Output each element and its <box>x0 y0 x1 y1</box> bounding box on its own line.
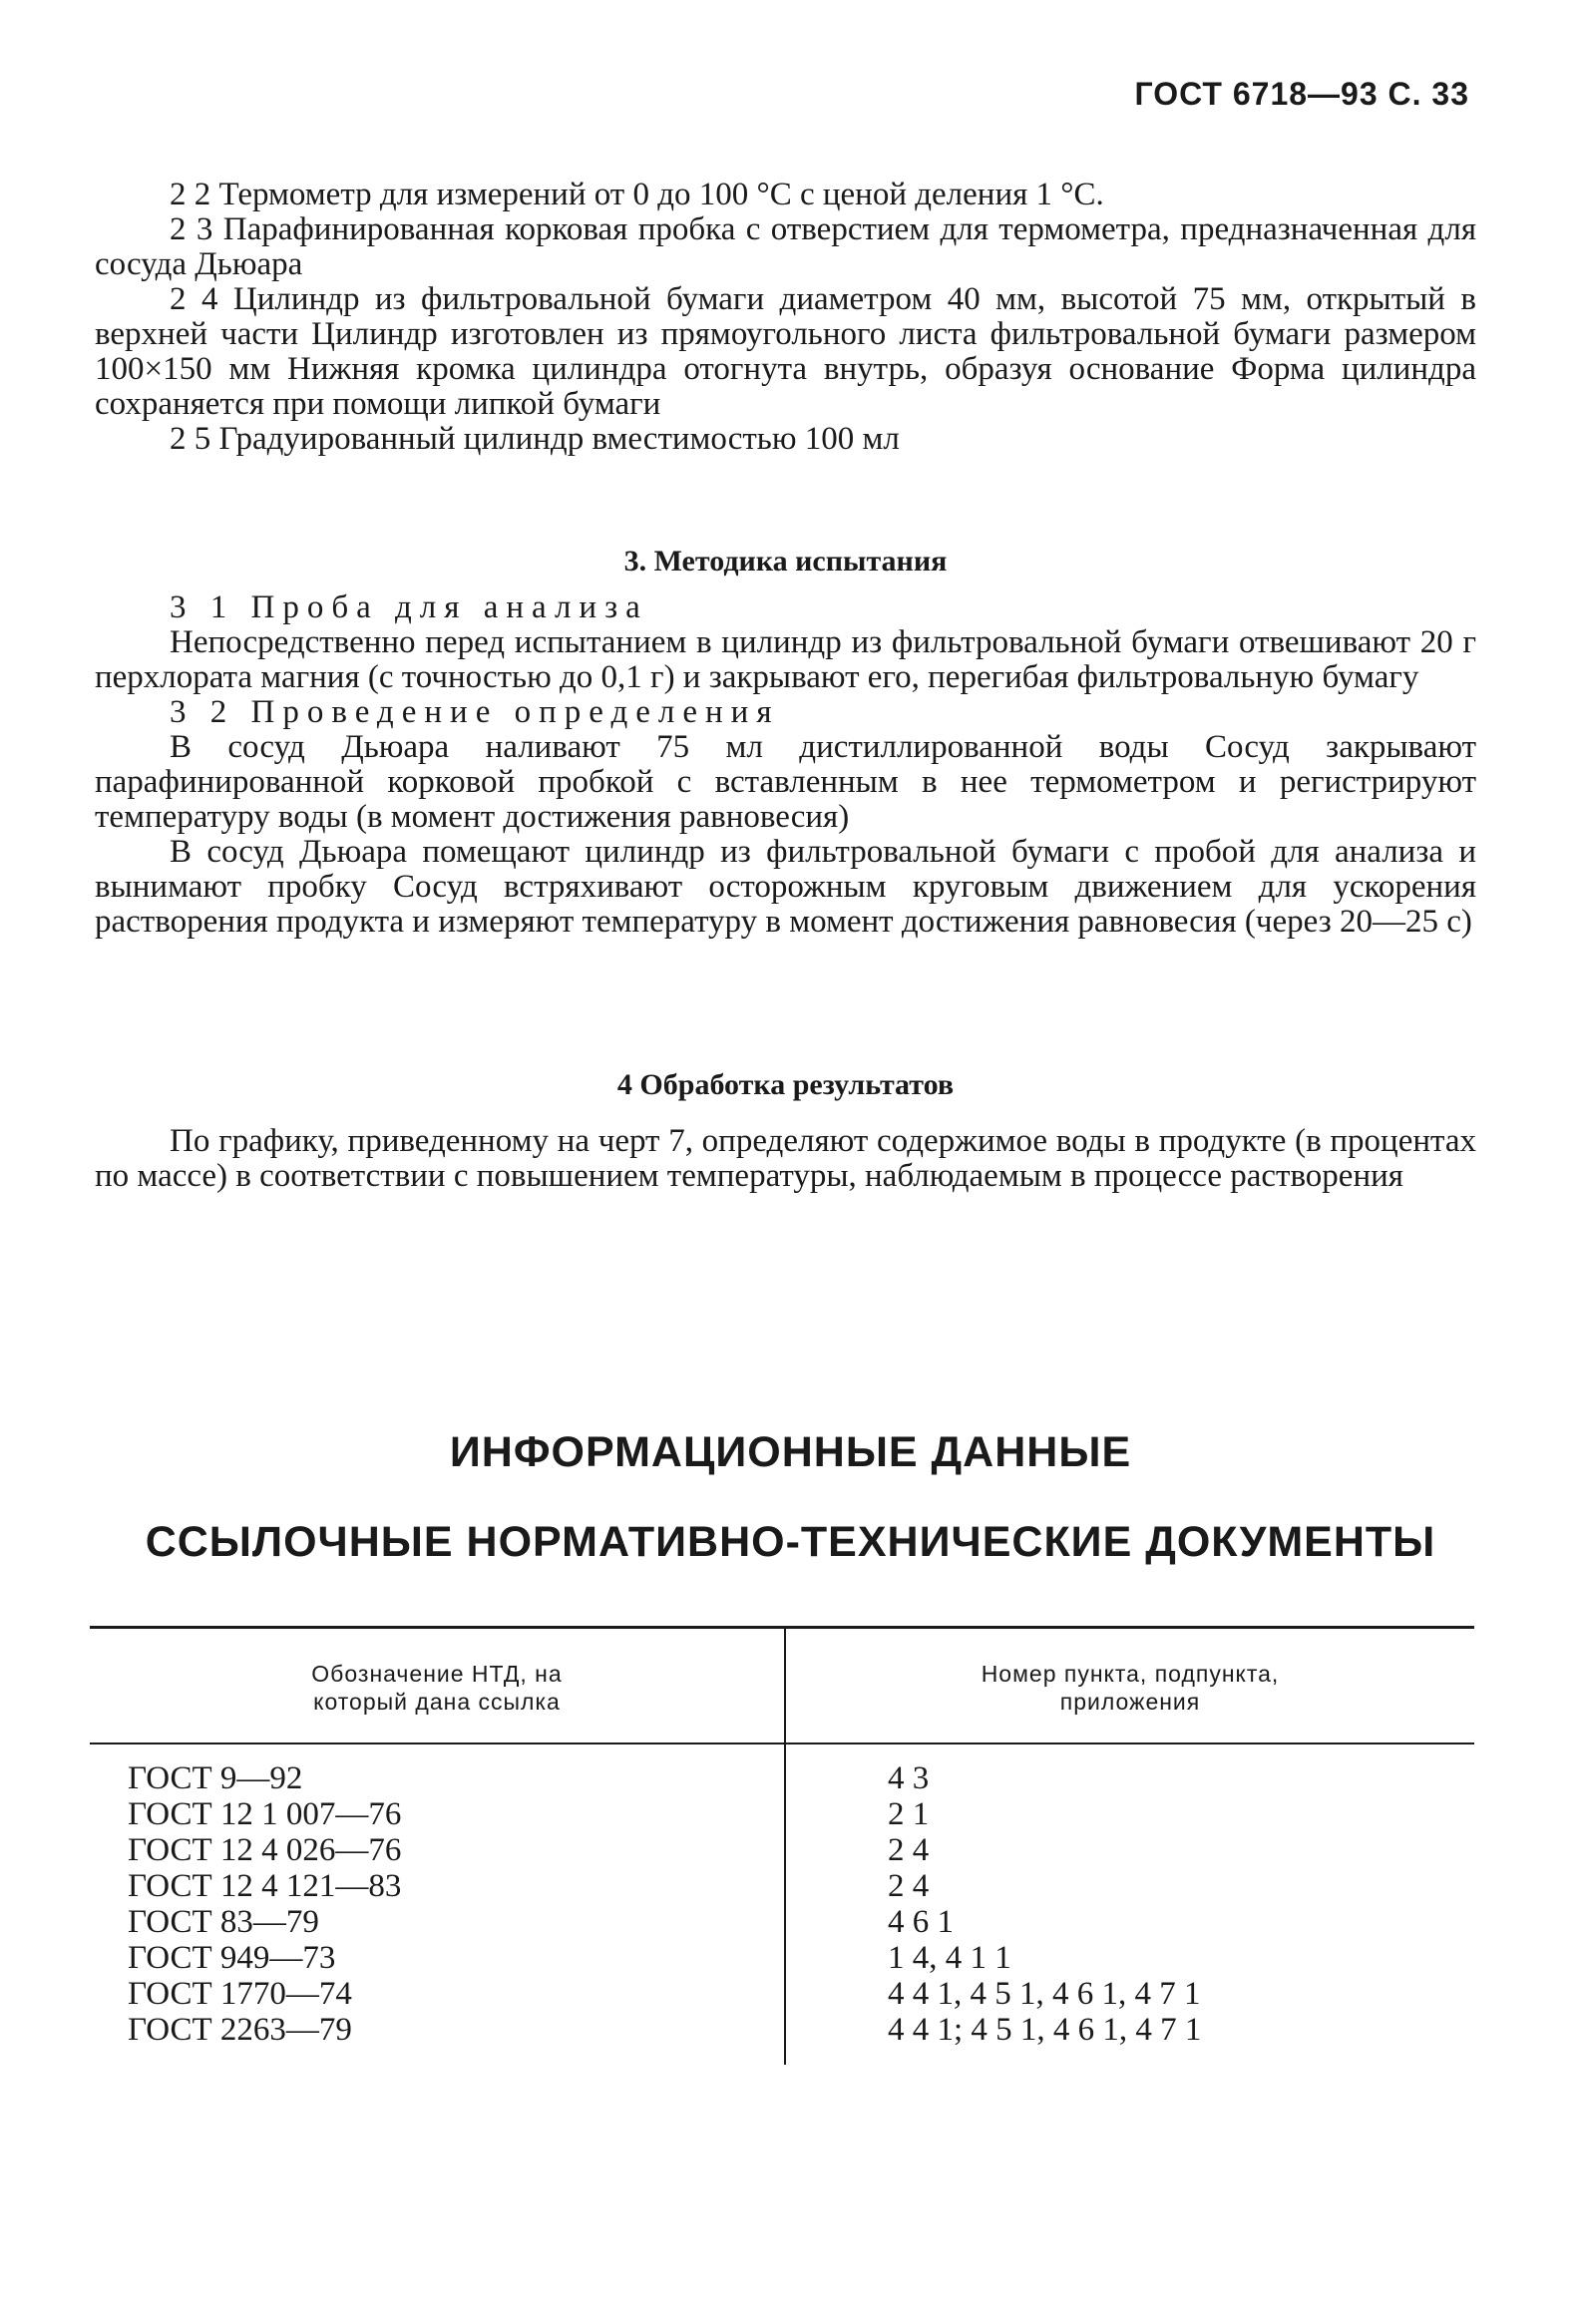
table-cell-doc: ГОСТ 9—92 <box>128 1760 303 1796</box>
paragraph-3-2-a: В сосуд Дьюара наливают 75 мл дистиллированной воды Сосуд закрывают парафинированной корковой пробкой с вставленным в нее термометром и регистрируют температуру воды (в момент достижения равновесия) <box>95 729 1476 835</box>
table-cell-doc: ГОСТ 12 4 026—76 <box>128 1832 402 1868</box>
table-cell-clause: 2 4 <box>888 1868 930 1904</box>
paragraph-3-1: Непосредственно перед испытанием в цилиндр из фильтровальной бумаги отвешивают 20 г перхлората магния (с точностью до 0,1 г) и закрывают его, перегибая фильтровальную бумагу <box>95 624 1476 695</box>
table-header-rule <box>90 1743 1474 1744</box>
table-cell-doc: ГОСТ 83—79 <box>128 1904 319 1940</box>
paragraph-4: По графику, приведенному на черт 7, определяют содержимое воды в продукте (в процентах по массе) в соответствии с повышением температуры, наблюдаемым в процессе растворения <box>95 1123 1476 1194</box>
table-cell-clause: 2 4 <box>888 1832 930 1868</box>
section-3-method <box>95 544 1476 940</box>
table-cell-doc: ГОСТ 12 1 007—76 <box>128 1796 402 1832</box>
section-3-heading: 3. Методика испытания <box>623 545 948 578</box>
subsection-3-2-title: 3 2 Проведение определения <box>170 694 780 730</box>
table-cell-clause: 4 4 1; 4 5 1, 4 6 1, 4 7 1 <box>888 2012 1202 2048</box>
section-4-heading: 4 Обработка результатов <box>616 1068 955 1101</box>
table-cell-clause: 4 3 <box>888 1760 930 1796</box>
table-cell-doc: ГОСТ 1770—74 <box>128 1976 352 2012</box>
table-cell-clause: 2 1 <box>888 1796 930 1832</box>
paragraph-2-5: 2 5 Градуированный цилиндр вместимостью 100 мл <box>170 421 900 457</box>
table-cell-clause: 1 4, 4 1 1 <box>888 1940 1011 1976</box>
table-cell-clause: 4 4 1, 4 5 1, 4 6 1, 4 7 1 <box>888 1976 1201 2012</box>
referenced-docs-title: ССЫЛОЧНЫЕ НОРМАТИВНО-ТЕХНИЧЕСКИЕ ДОКУМЕНТЫ <box>145 1518 1436 1566</box>
info-data-title: ИНФОРМАЦИОННЫЕ ДАННЫЕ <box>449 1428 1132 1476</box>
section-4-results <box>95 1067 1476 1194</box>
table-header-clause: Номер пункта, подпункта, приложения <box>981 1661 1280 1715</box>
table-cell-doc: ГОСТ 12 4 121—83 <box>128 1868 402 1904</box>
paragraph-2-4: 2 4 Цилиндр из фильтровальной бумаги диаметром 40 мм, высотой 75 мм, открытый в верхней части Цилиндр изготовлен из прямоугольного листа фильтровальной бумаги размером 100×150 мм Нижняя кромка цилиндра отогнута внутрь, образуя основание Форма цилиндра сохраняется при помощи липкой бумаги <box>95 281 1476 422</box>
running-header: ГОСТ 6718—93 С. 33 <box>1134 76 1469 112</box>
table-top-rule <box>90 1626 1474 1629</box>
table-column-documents <box>128 1760 401 2048</box>
paragraph-3-2-b: В сосуд Дьюара помещают цилиндр из фильтровальной бумаги с пробой для анализа и вынимают пробку Сосуд встряхивают осторожным круговым движением для ускорения растворения продукта и измеряют температуру в момент достижения равновесия (через 20—25 с) <box>95 834 1476 940</box>
references-table <box>90 1626 1474 2065</box>
table-column-clauses <box>888 1760 1201 2048</box>
table-cell-clause: 4 6 1 <box>888 1904 954 1940</box>
section-2-apparatus <box>95 178 1476 457</box>
table-cell-doc: ГОСТ 2263—79 <box>128 2012 352 2048</box>
paragraph-2-2: 2 2 Термометр для измерений от 0 до 100 °C с ценой деления 1 °C. <box>170 177 1104 212</box>
table-header-document: Обозначение НТД, на который дана ссылка <box>311 1661 563 1715</box>
paragraph-2-3: 2 3 Парафинированная корковая пробка с отверстием для термометра, предназначенная для сосуда Дьюара <box>95 211 1476 282</box>
table-cell-doc: ГОСТ 949—73 <box>128 1940 336 1976</box>
subsection-3-1-title: 3 1 Проба для анализа <box>170 589 648 625</box>
